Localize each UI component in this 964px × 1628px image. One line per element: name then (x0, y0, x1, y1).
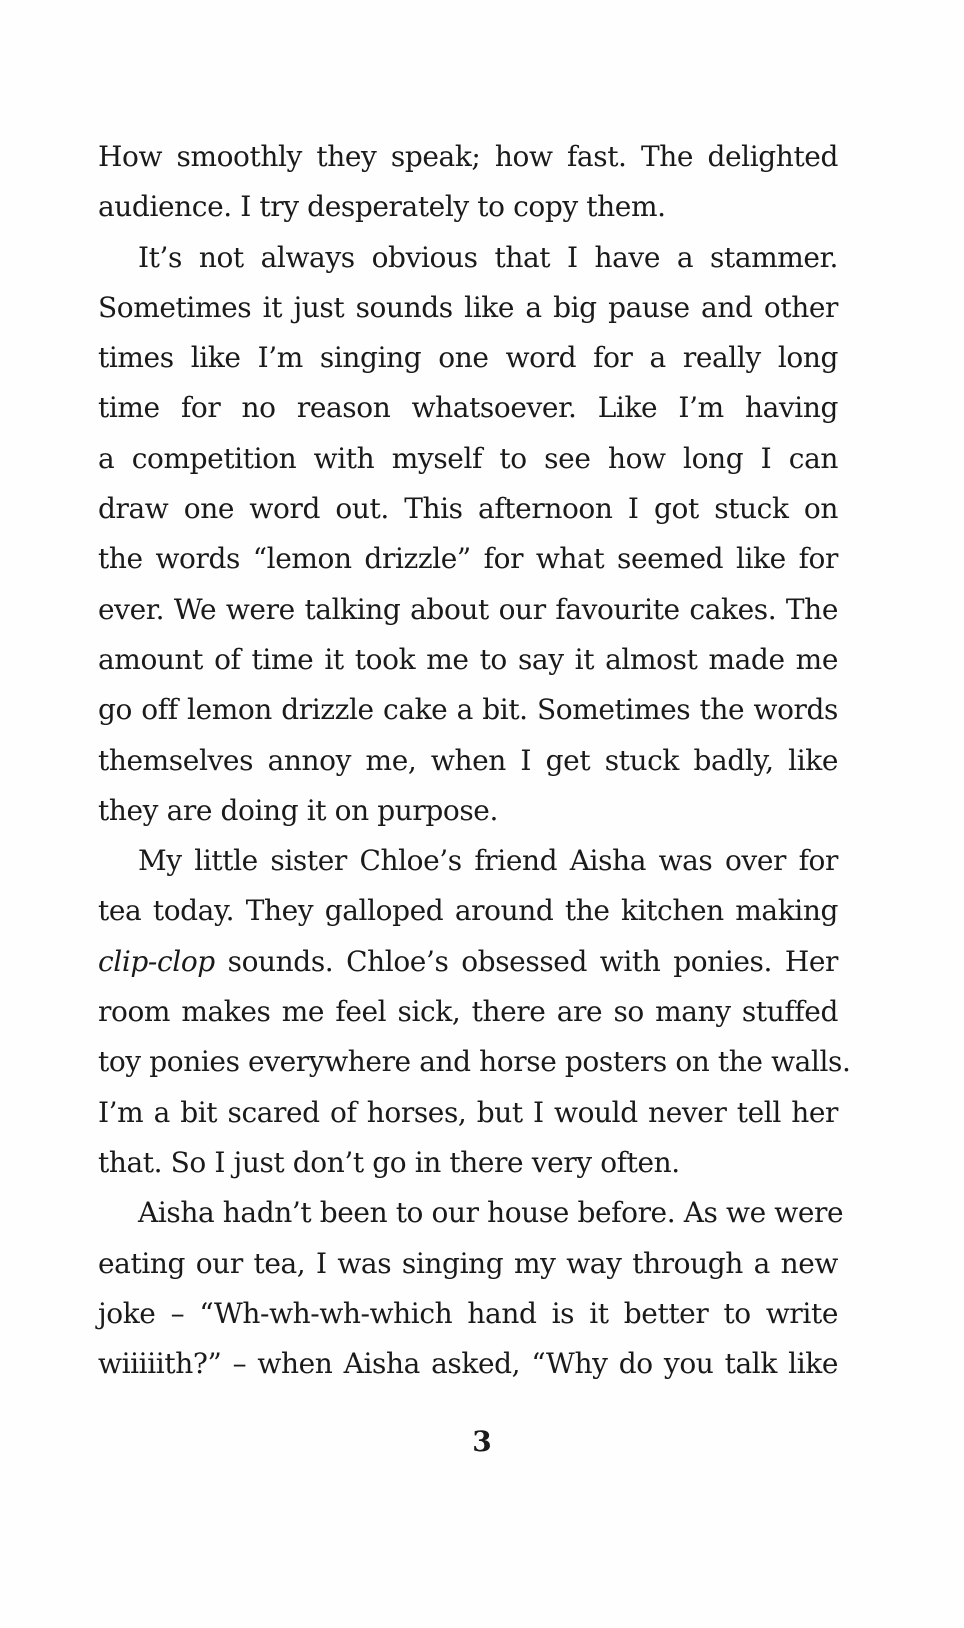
text-line: wiiiiith?” – when Aisha asked, “Why do you talk like (98, 1347, 838, 1381)
text-line: amount of time it took me to say it almost made me (98, 642, 838, 676)
text-line: toy ponies everywhere and horse posters on the walls. (98, 1045, 851, 1079)
text-line: My little sister Chloe’s friend Aisha was over for (138, 844, 838, 878)
text-line: that. So I just don’t go in there very often. (98, 1145, 680, 1179)
text-line (98, 937, 838, 987)
text-line: time for no reason whatsoever. Like I’m having (98, 391, 838, 425)
text-line: audience. I try desperately to copy them. (98, 190, 666, 224)
text-line: eating our tea, I was singing my way through a new (98, 1246, 838, 1280)
text-line: I’m a bit scared of horses, but I would never tell her (98, 1095, 838, 1129)
page-number: 3 (472, 1425, 492, 1458)
text-line: themselves annoy me, when I get stuck badly, like (98, 743, 838, 777)
text-line: ever. We were talking about our favourite cakes. The (98, 592, 838, 626)
text-line: It’s not always obvious that I have a stammer. (138, 240, 838, 274)
text-line: times like I’m singing one word for a really long (98, 341, 838, 375)
text-line: room makes me feel sick, there are so many stuffed (98, 995, 838, 1029)
text-line: draw one word out. This afternoon I got stuck on (98, 492, 838, 526)
text-line-rest: sounds. Chloe’s obsessed with ponies. Her (214, 944, 838, 978)
text-line: go off lemon drizzle cake a bit. Sometimes the words (98, 693, 838, 727)
text-line: Aisha hadn’t been to our house before. As we were (138, 1196, 844, 1230)
text-line: the words “lemon drizzle” for what seemed like for (98, 542, 838, 576)
text-line: joke – “Wh-wh-wh-which hand is it better to write (98, 1296, 838, 1330)
italic-word: clip-clop (98, 944, 215, 978)
text-line: they are doing it on purpose. (98, 793, 498, 827)
text-line: How smoothly they speak; how fast. The delighted (98, 140, 838, 173)
text-line: a competition with myself to see how long I can (98, 441, 838, 475)
text-line: Sometimes it just sounds like a big pause and other (98, 290, 838, 324)
body-text (98, 132, 851, 1389)
text-line: tea today. They galloped around the kitchen making (98, 894, 838, 928)
